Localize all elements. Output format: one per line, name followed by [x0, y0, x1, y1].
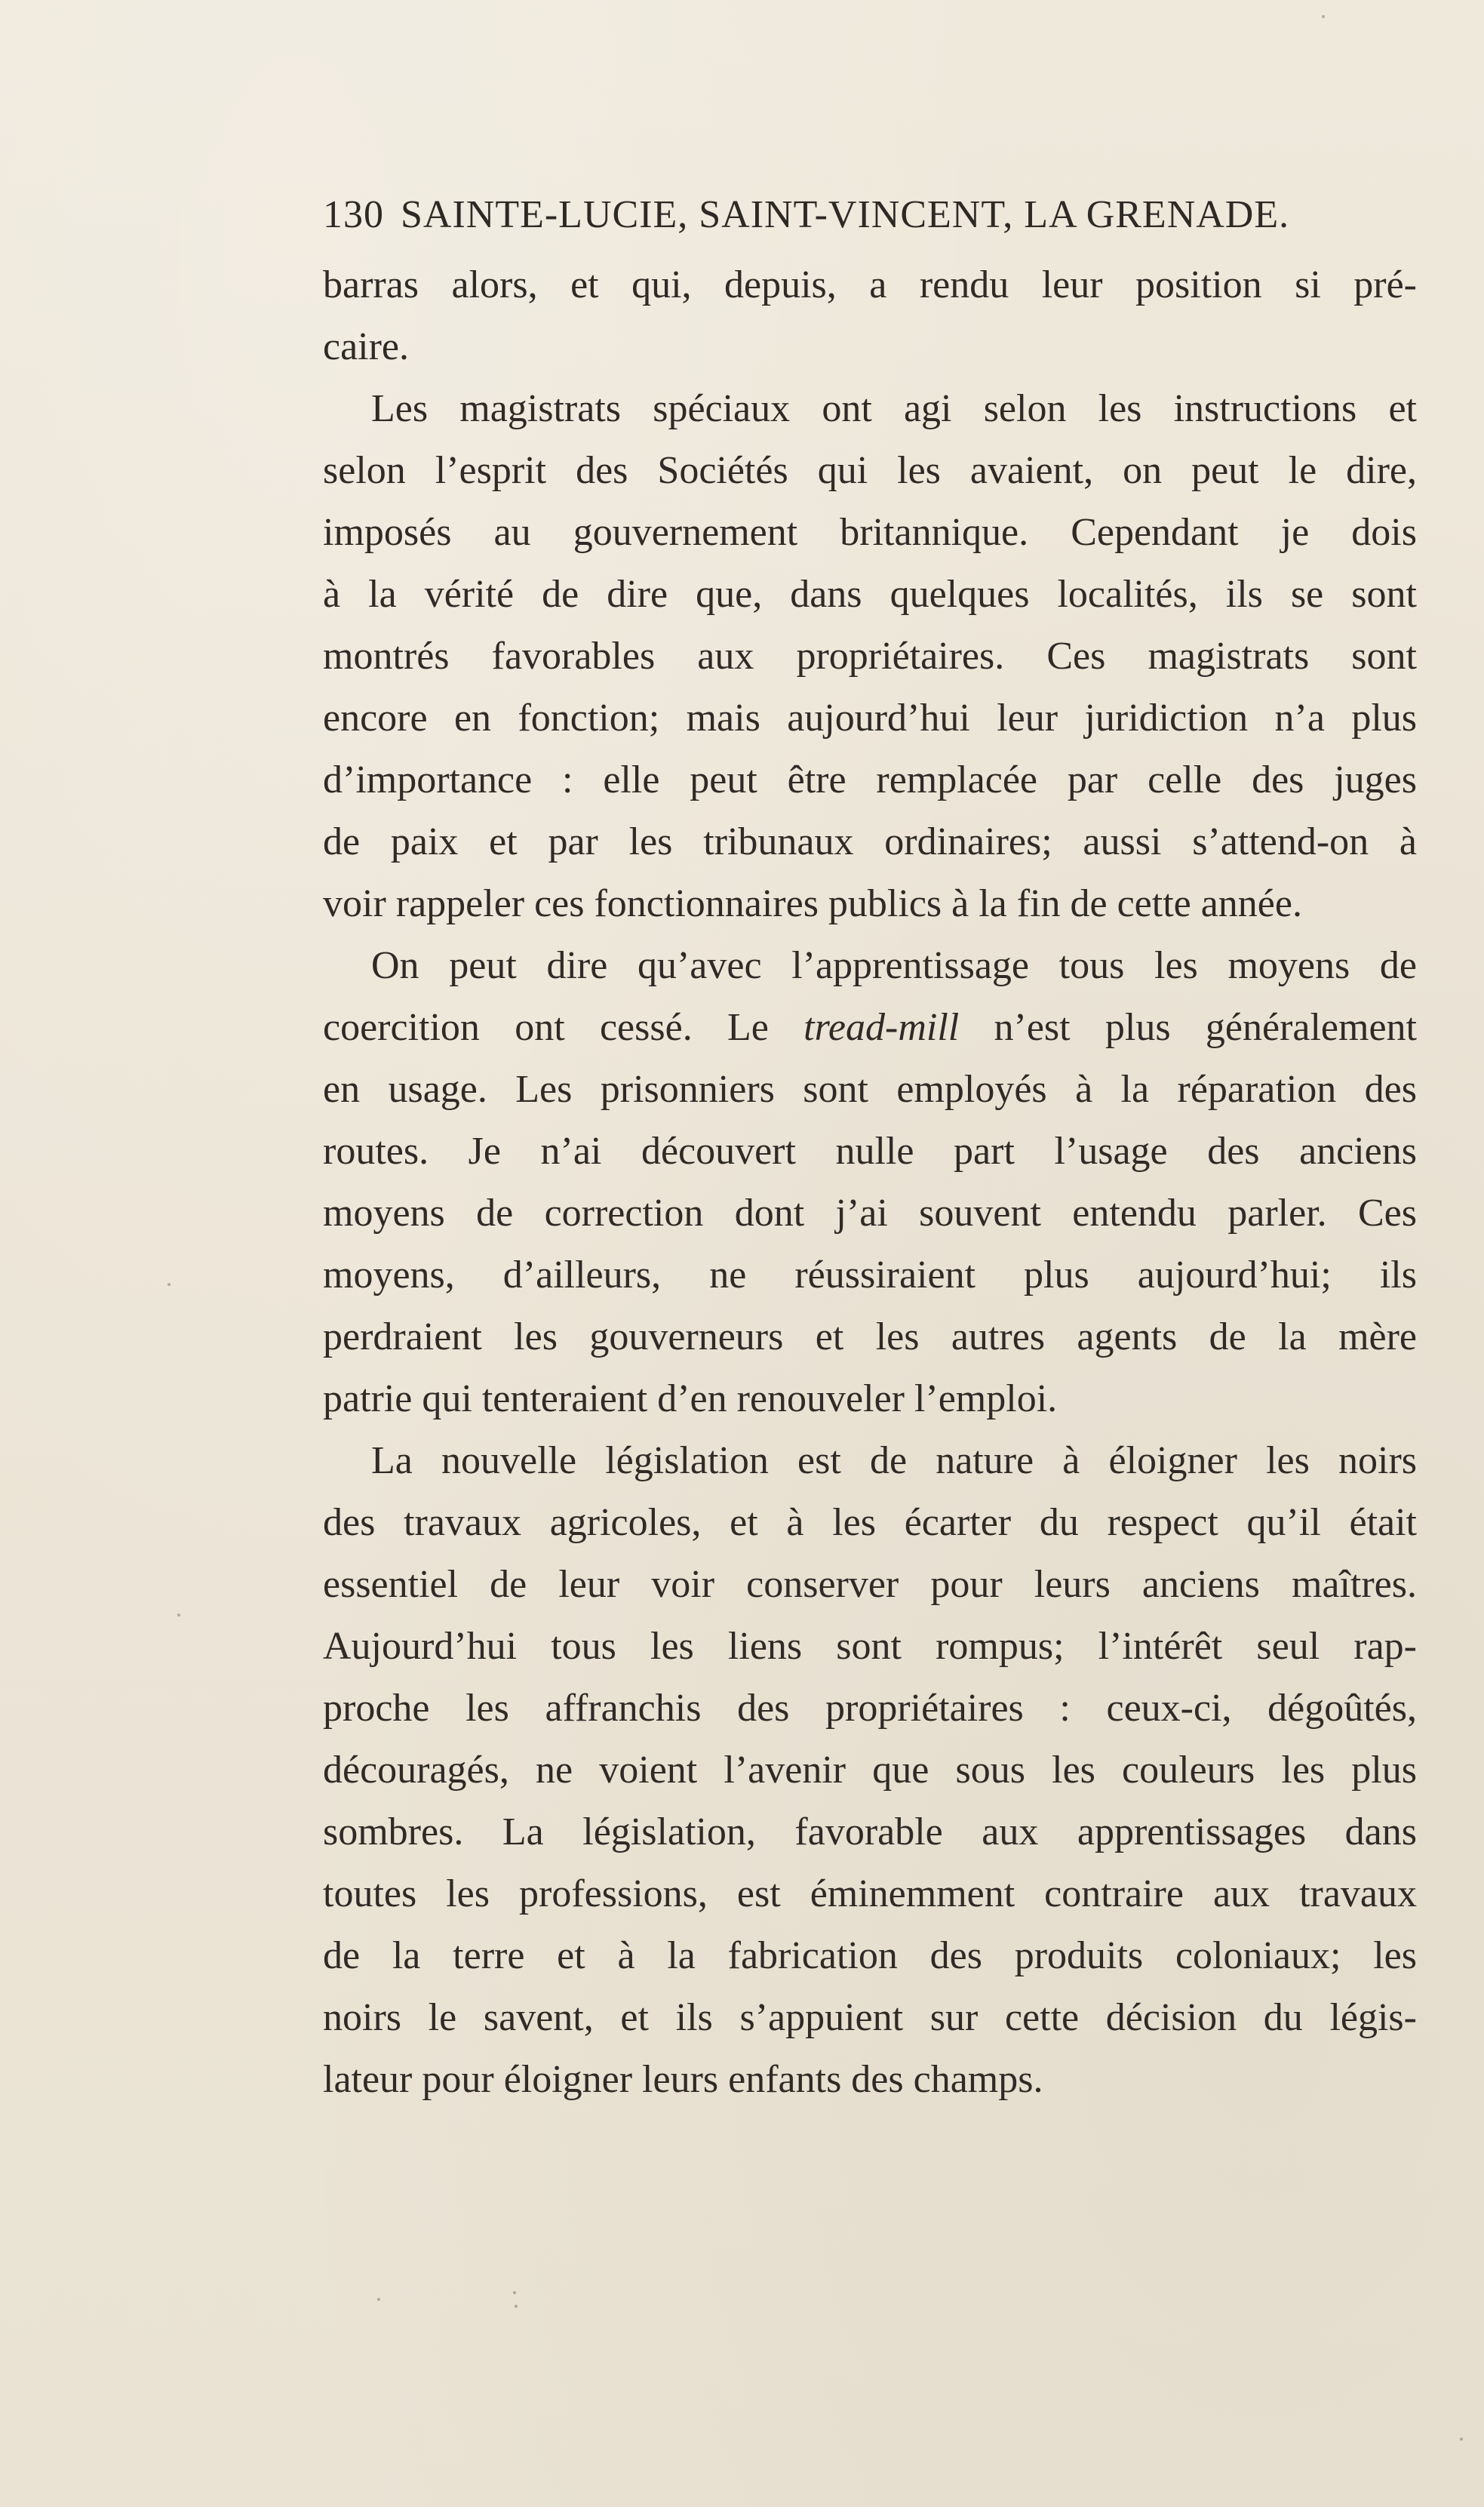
text-segment: coercition ont cessé. Le: [323, 1006, 804, 1049]
text-line: découragés, ne voient l’avenir que sous les couleurs les plus: [323, 1749, 1417, 1792]
paragraph-start-line: Les magistrats spéciaux ont agi selon les instructions et: [371, 387, 1417, 430]
paper-speck: [377, 2298, 380, 2301]
running-title: SAINTE-LUCIE, SAINT-VINCENT, LA GRENADE.: [401, 193, 1290, 236]
text-line: proche les affranchis des propriétaires : ceux-ci, dégoûtés,: [323, 1687, 1417, 1730]
text-line: caire.: [323, 325, 410, 368]
paper-speck: [177, 1613, 180, 1616]
text-line: encore en fonction; mais aujourd’hui leur juridiction n’a plus: [323, 697, 1417, 740]
paper-speck: [513, 2291, 516, 2294]
paper-speck: [167, 1283, 171, 1286]
text-line: noirs le savent, et ils s’appuient sur cette décision du légis-: [323, 1996, 1417, 2039]
page-number: 130: [323, 193, 384, 236]
text-line: sombres. La législation, favorable aux apprentissages dans: [323, 1810, 1417, 1853]
text-line-with-italic: [323, 997, 1417, 1059]
text-line: imposés au gouvernement britannique. Cependant je dois: [323, 511, 1417, 554]
text-line: barras alors, et qui, depuis, a rendu leur position si pré-: [323, 263, 1417, 306]
text-line: toutes les professions, est éminemment contraire aux travaux: [323, 1872, 1417, 1915]
text-line: d’importance : elle peut être remplacée par celle des juges: [323, 758, 1417, 801]
text-line: Aujourd’hui tous les liens sont rompus; l’intérêt seul rap-: [323, 1625, 1417, 1668]
paper-speck: [1460, 2438, 1463, 2441]
text-line: patrie qui tenteraient d’en renouveler l’emploi.: [323, 1377, 1058, 1420]
text-line: routes. Je n’ai découvert nulle part l’usage des anciens: [323, 1130, 1417, 1173]
paragraph-start-line: La nouvelle législation est de nature à éloigner les noirs: [371, 1439, 1417, 1482]
text-segment: n’est plus généralement: [959, 1006, 1417, 1049]
text-line: moyens de correction dont j’ai souvent entendu parler. Ces: [323, 1192, 1417, 1235]
italic-term-tread-mill: tread-mill: [803, 1006, 960, 1049]
text-line: moyens, d’ailleurs, ne réussiraient plus aujourd’hui; ils: [323, 1254, 1417, 1297]
text-line: montrés favorables aux propriétaires. Ces magistrats sont: [323, 635, 1417, 678]
page-header: [323, 189, 1387, 241]
text-line: de la terre et à la fabrication des produits coloniaux; les: [323, 1934, 1417, 1977]
paragraph-start-line: On peut dire qu’avec l’apprentissage tous les moyens de: [371, 944, 1417, 987]
paper-speck: [515, 2305, 518, 2308]
text-line: essentiel de leur voir conserver pour leurs anciens maîtres.: [323, 1563, 1417, 1606]
text-line: voir rappeler ces fonctionnaires publics à la fin de cette année.: [323, 882, 1302, 925]
text-line: selon l’esprit des Sociétés qui les avaient, on peut le dire,: [323, 449, 1417, 492]
text-line: lateur pour éloigner leurs enfants des champs.: [323, 2058, 1043, 2101]
text-line: des travaux agricoles, et à les écarter du respect qu’il était: [323, 1501, 1417, 1544]
body-text: [323, 254, 1417, 2111]
text-line: en usage. Les prisonniers sont employés à la réparation des: [323, 1068, 1417, 1111]
text-line: à la vérité de dire que, dans quelques localités, ils se sont: [323, 573, 1417, 616]
text-line: perdraient les gouverneurs et les autres agents de la mère: [323, 1315, 1417, 1358]
text-line: de paix et par les tribunaux ordinaires; aussi s’attend-on à: [323, 820, 1417, 863]
paper-speck: [1322, 15, 1325, 18]
